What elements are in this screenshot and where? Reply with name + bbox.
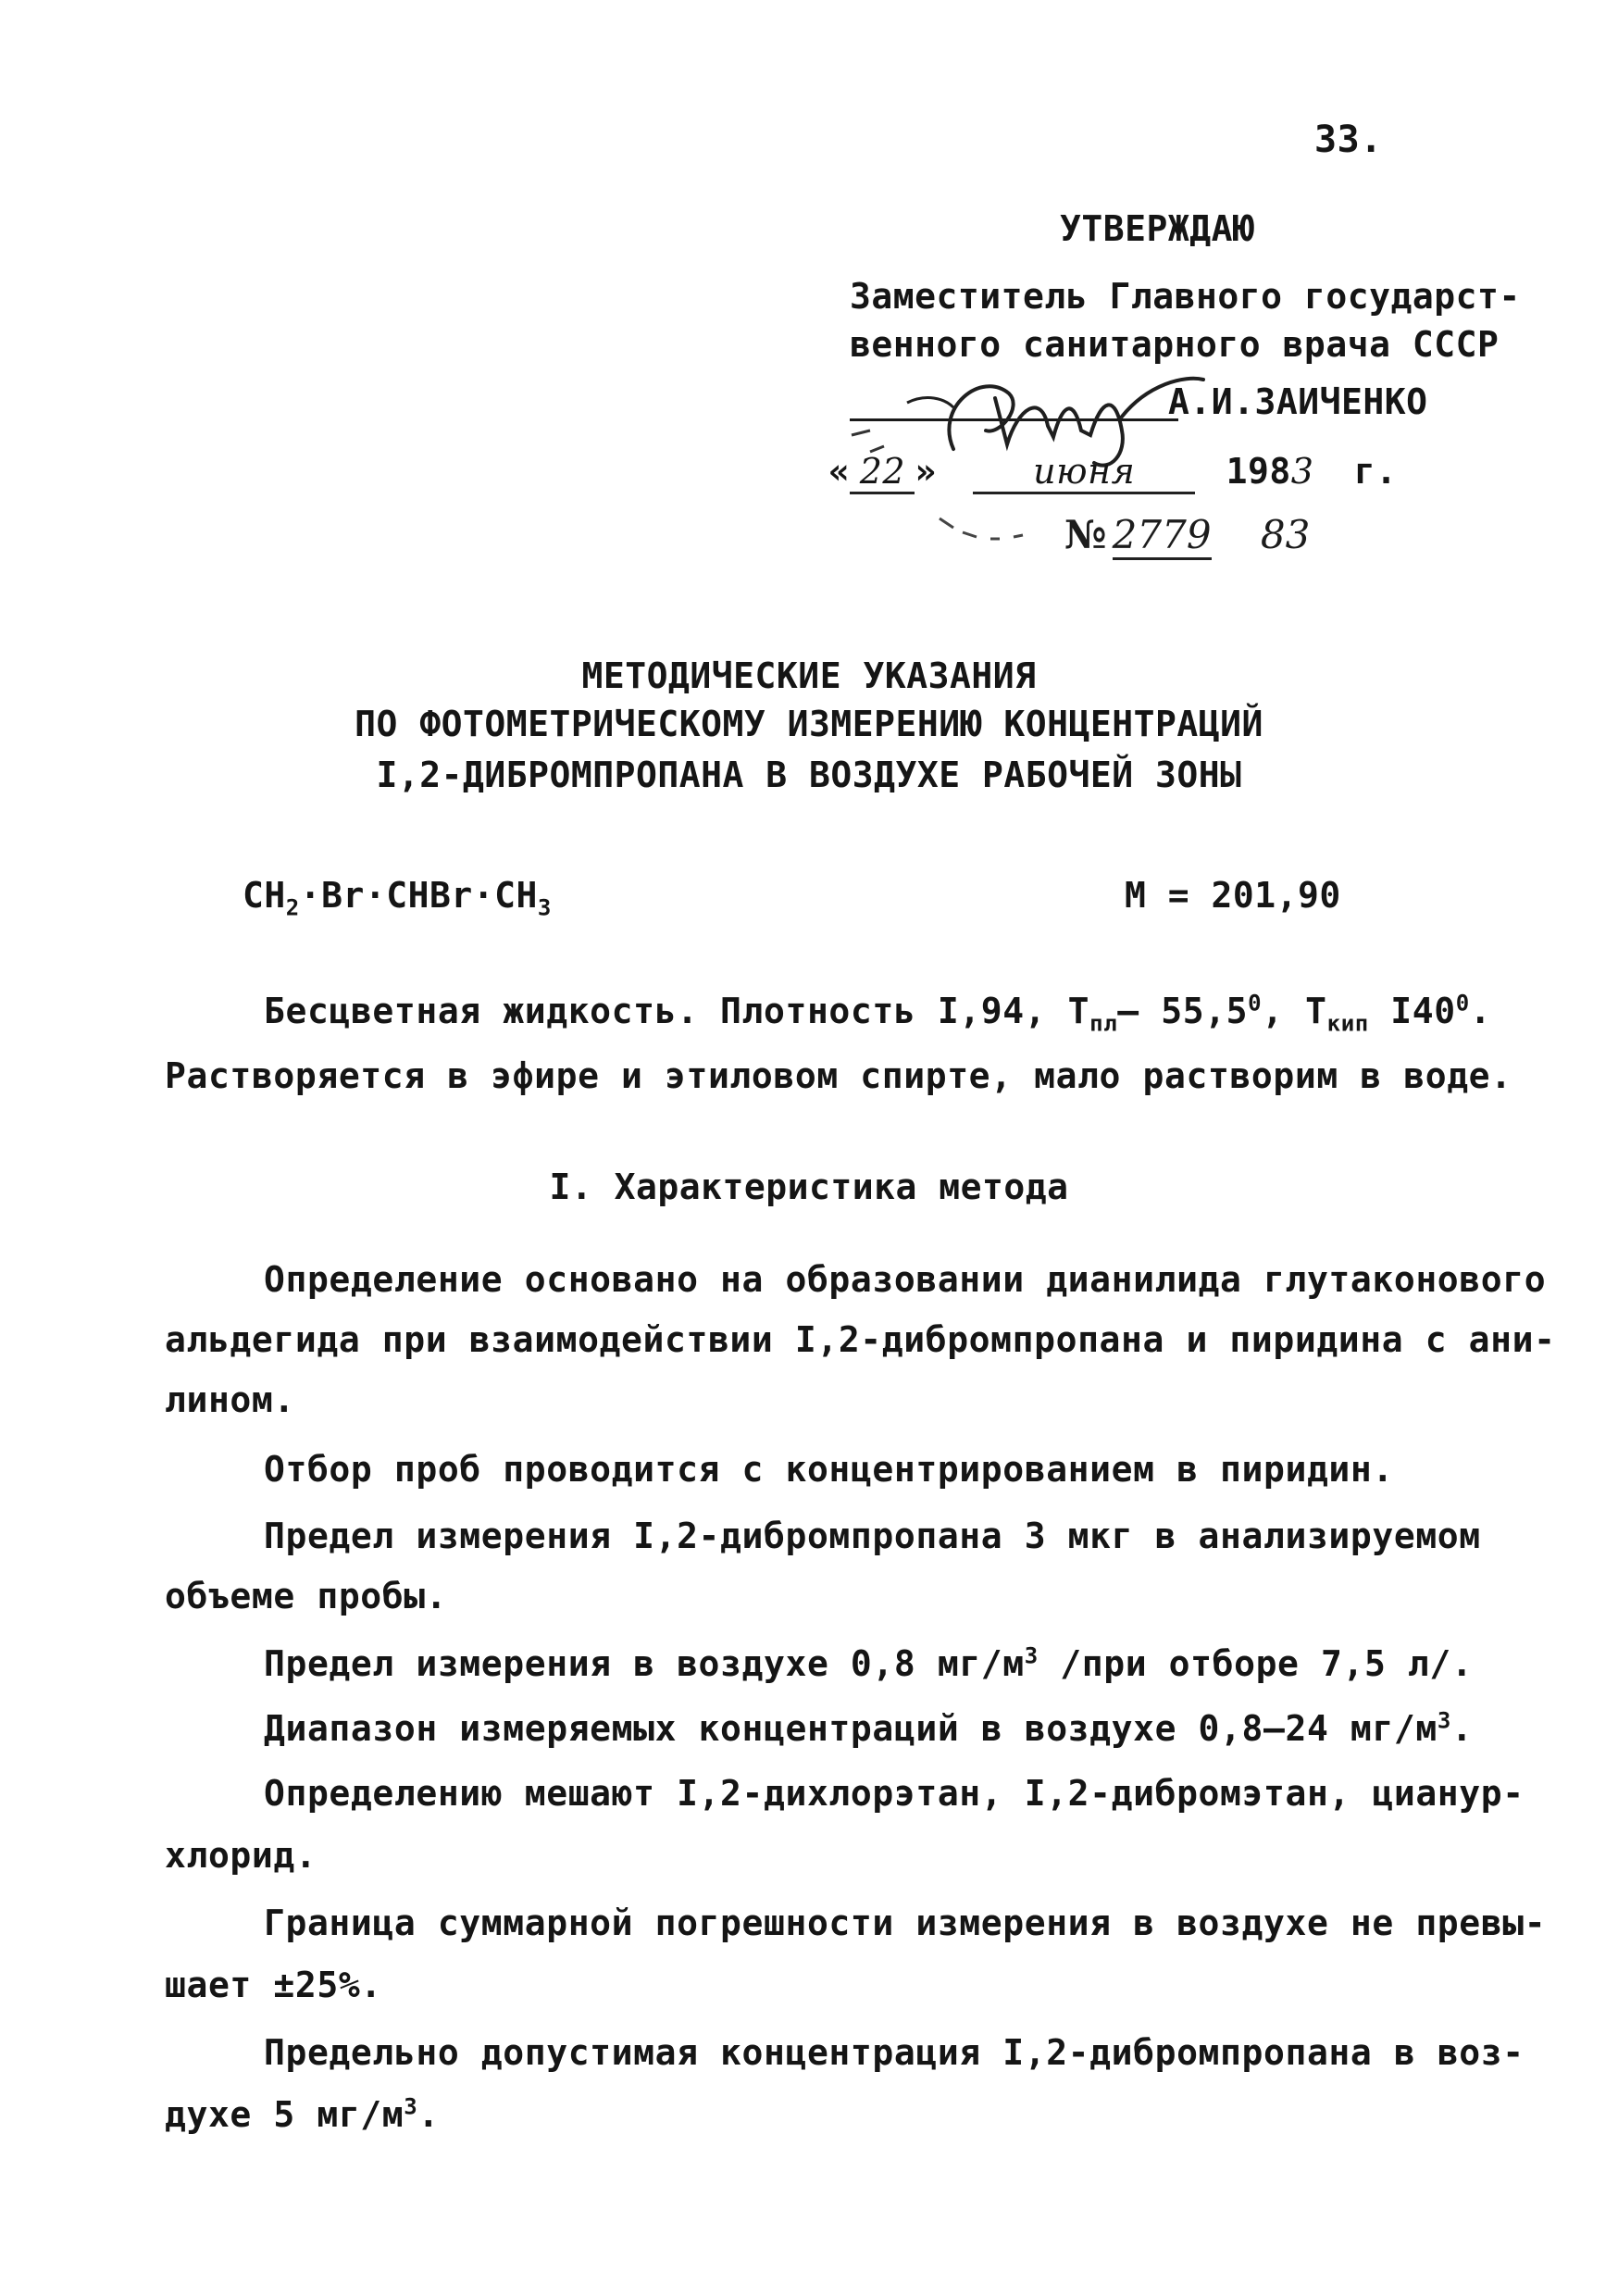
degree-sup2: 0	[1455, 990, 1470, 1017]
p5-text-a: Диапазон измеряемых концентраций в воздухе 0,8–24 мг/м	[264, 1708, 1438, 1749]
p7-text-a: шает	[165, 1965, 274, 2005]
approval-heading: УТВЕРЖДАЮ	[1060, 208, 1255, 249]
p8-sup: 3	[404, 2093, 418, 2120]
date-year-prefix: 198	[1226, 451, 1291, 492]
boiling-point-sub: кип	[1326, 1010, 1369, 1037]
p4-sup: 3	[1024, 1642, 1039, 1669]
title-line2: ПО ФОТОМЕТРИЧЕСКОМУ ИЗМЕРЕНИЮ КОНЦЕНТРАЦИЙ	[355, 704, 1263, 744]
approval-signatory: А.И.ЗАИЧЕНКО	[1168, 381, 1428, 422]
p8-text-b: .	[417, 2094, 440, 2135]
formula-part1: CH	[243, 875, 286, 916]
properties-text-b: – 55,5	[1117, 991, 1249, 1031]
section1-p5	[264, 1708, 1473, 1749]
p7-text-b: ±25%.	[273, 1965, 382, 2005]
date-suffix: г.	[1353, 451, 1398, 492]
signature-line	[850, 418, 1178, 421]
approval-date	[828, 451, 1398, 494]
degree-sup1: 0	[1248, 990, 1263, 1017]
title-line1: МЕТОДИЧЕСКИЕ УКАЗАНИЯ	[581, 655, 1037, 696]
section1-p4	[264, 1643, 1473, 1684]
approval-position-line2: венного санитарного врача СССР	[850, 324, 1500, 365]
section1-p1-line2: альдегида при взаимодействии I,2-дибромпропана и пиридина с ани-	[165, 1319, 1556, 1360]
stamp-dash-marks	[935, 481, 1074, 555]
date-month: июня	[973, 451, 1195, 494]
section1-p1-line1: Определение основано на образовании дианилида глутаконового	[264, 1259, 1547, 1300]
date-day: 22	[850, 451, 915, 494]
melting-point-sub: пл	[1089, 1010, 1118, 1037]
date-year-digit: 3	[1290, 451, 1314, 492]
chemical-formula	[243, 875, 552, 921]
registration-number	[1064, 512, 1310, 560]
section1-p6-line2: хлорид.	[165, 1835, 317, 1876]
section1-p2: Отбор проб проводится с концентрированием в пиридин.	[264, 1449, 1394, 1490]
approval-position-line1: Заместитель Главного государст-	[850, 276, 1521, 317]
p5-text-b: .	[1450, 1708, 1474, 1749]
date-close-quote: »	[915, 451, 937, 492]
molar-mass: М = 201,90	[1125, 875, 1341, 916]
p4-text-b: /при отборе 7,5 л/.	[1038, 1643, 1474, 1684]
reg-suffix: 83	[1260, 512, 1311, 557]
section1-p1-line3: лином.	[165, 1379, 295, 1420]
section1-p8-line2	[165, 2094, 440, 2135]
p8-text-a: духе 5 мг/м	[165, 2094, 404, 2135]
properties-line2: Растворяется в эфире и этиловом спирте, мало растворим в воде.	[165, 1055, 1512, 1096]
properties-text-e: .	[1469, 991, 1492, 1031]
p4-text-a: Предел измерения в воздухе 0,8 мг/м	[264, 1643, 1025, 1684]
section1-p6-line1: Определению мешают I,2-дихлорэтан, I,2-дибромэтан, цианур-	[264, 1773, 1525, 1814]
properties-text-d: I40	[1368, 991, 1456, 1031]
reg-number: 2779	[1113, 512, 1212, 560]
section1-p7-line2	[165, 1965, 382, 2005]
section1-p3-line2: объеме пробы.	[165, 1576, 448, 1616]
section1-p8-line1: Предельно допустимая концентрация I,2-дибромпропана в воз-	[264, 2032, 1525, 2073]
page-number: 33.	[1314, 119, 1383, 161]
section1-heading: I. Характеристика метода	[549, 1167, 1069, 1207]
section1-p7-line1: Граница суммарной погрешности измерения в воздухе не превы-	[264, 1903, 1547, 1943]
p5-sup: 3	[1437, 1707, 1451, 1734]
formula-sub1: 2	[285, 894, 300, 921]
date-open-quote: «	[828, 451, 851, 492]
title-line3: I,2-ДИБРОМПРОПАНА В ВОЗДУХЕ РАБОЧЕЙ ЗОНЫ	[376, 755, 1242, 795]
properties-text-a: Бесцветная жидкость. Плотность I,94, T	[264, 991, 1090, 1031]
reg-number-prefix: №	[1064, 512, 1107, 557]
formula-part2: ·Br·CHBr·CH	[299, 875, 538, 916]
properties-line1	[264, 990, 1492, 1037]
section1-p3-line1: Предел измерения I,2-дибромпропана 3 мкг в анализируемом	[264, 1516, 1481, 1556]
formula-sub2: 3	[537, 894, 552, 921]
properties-text-c: , T	[1262, 991, 1327, 1031]
